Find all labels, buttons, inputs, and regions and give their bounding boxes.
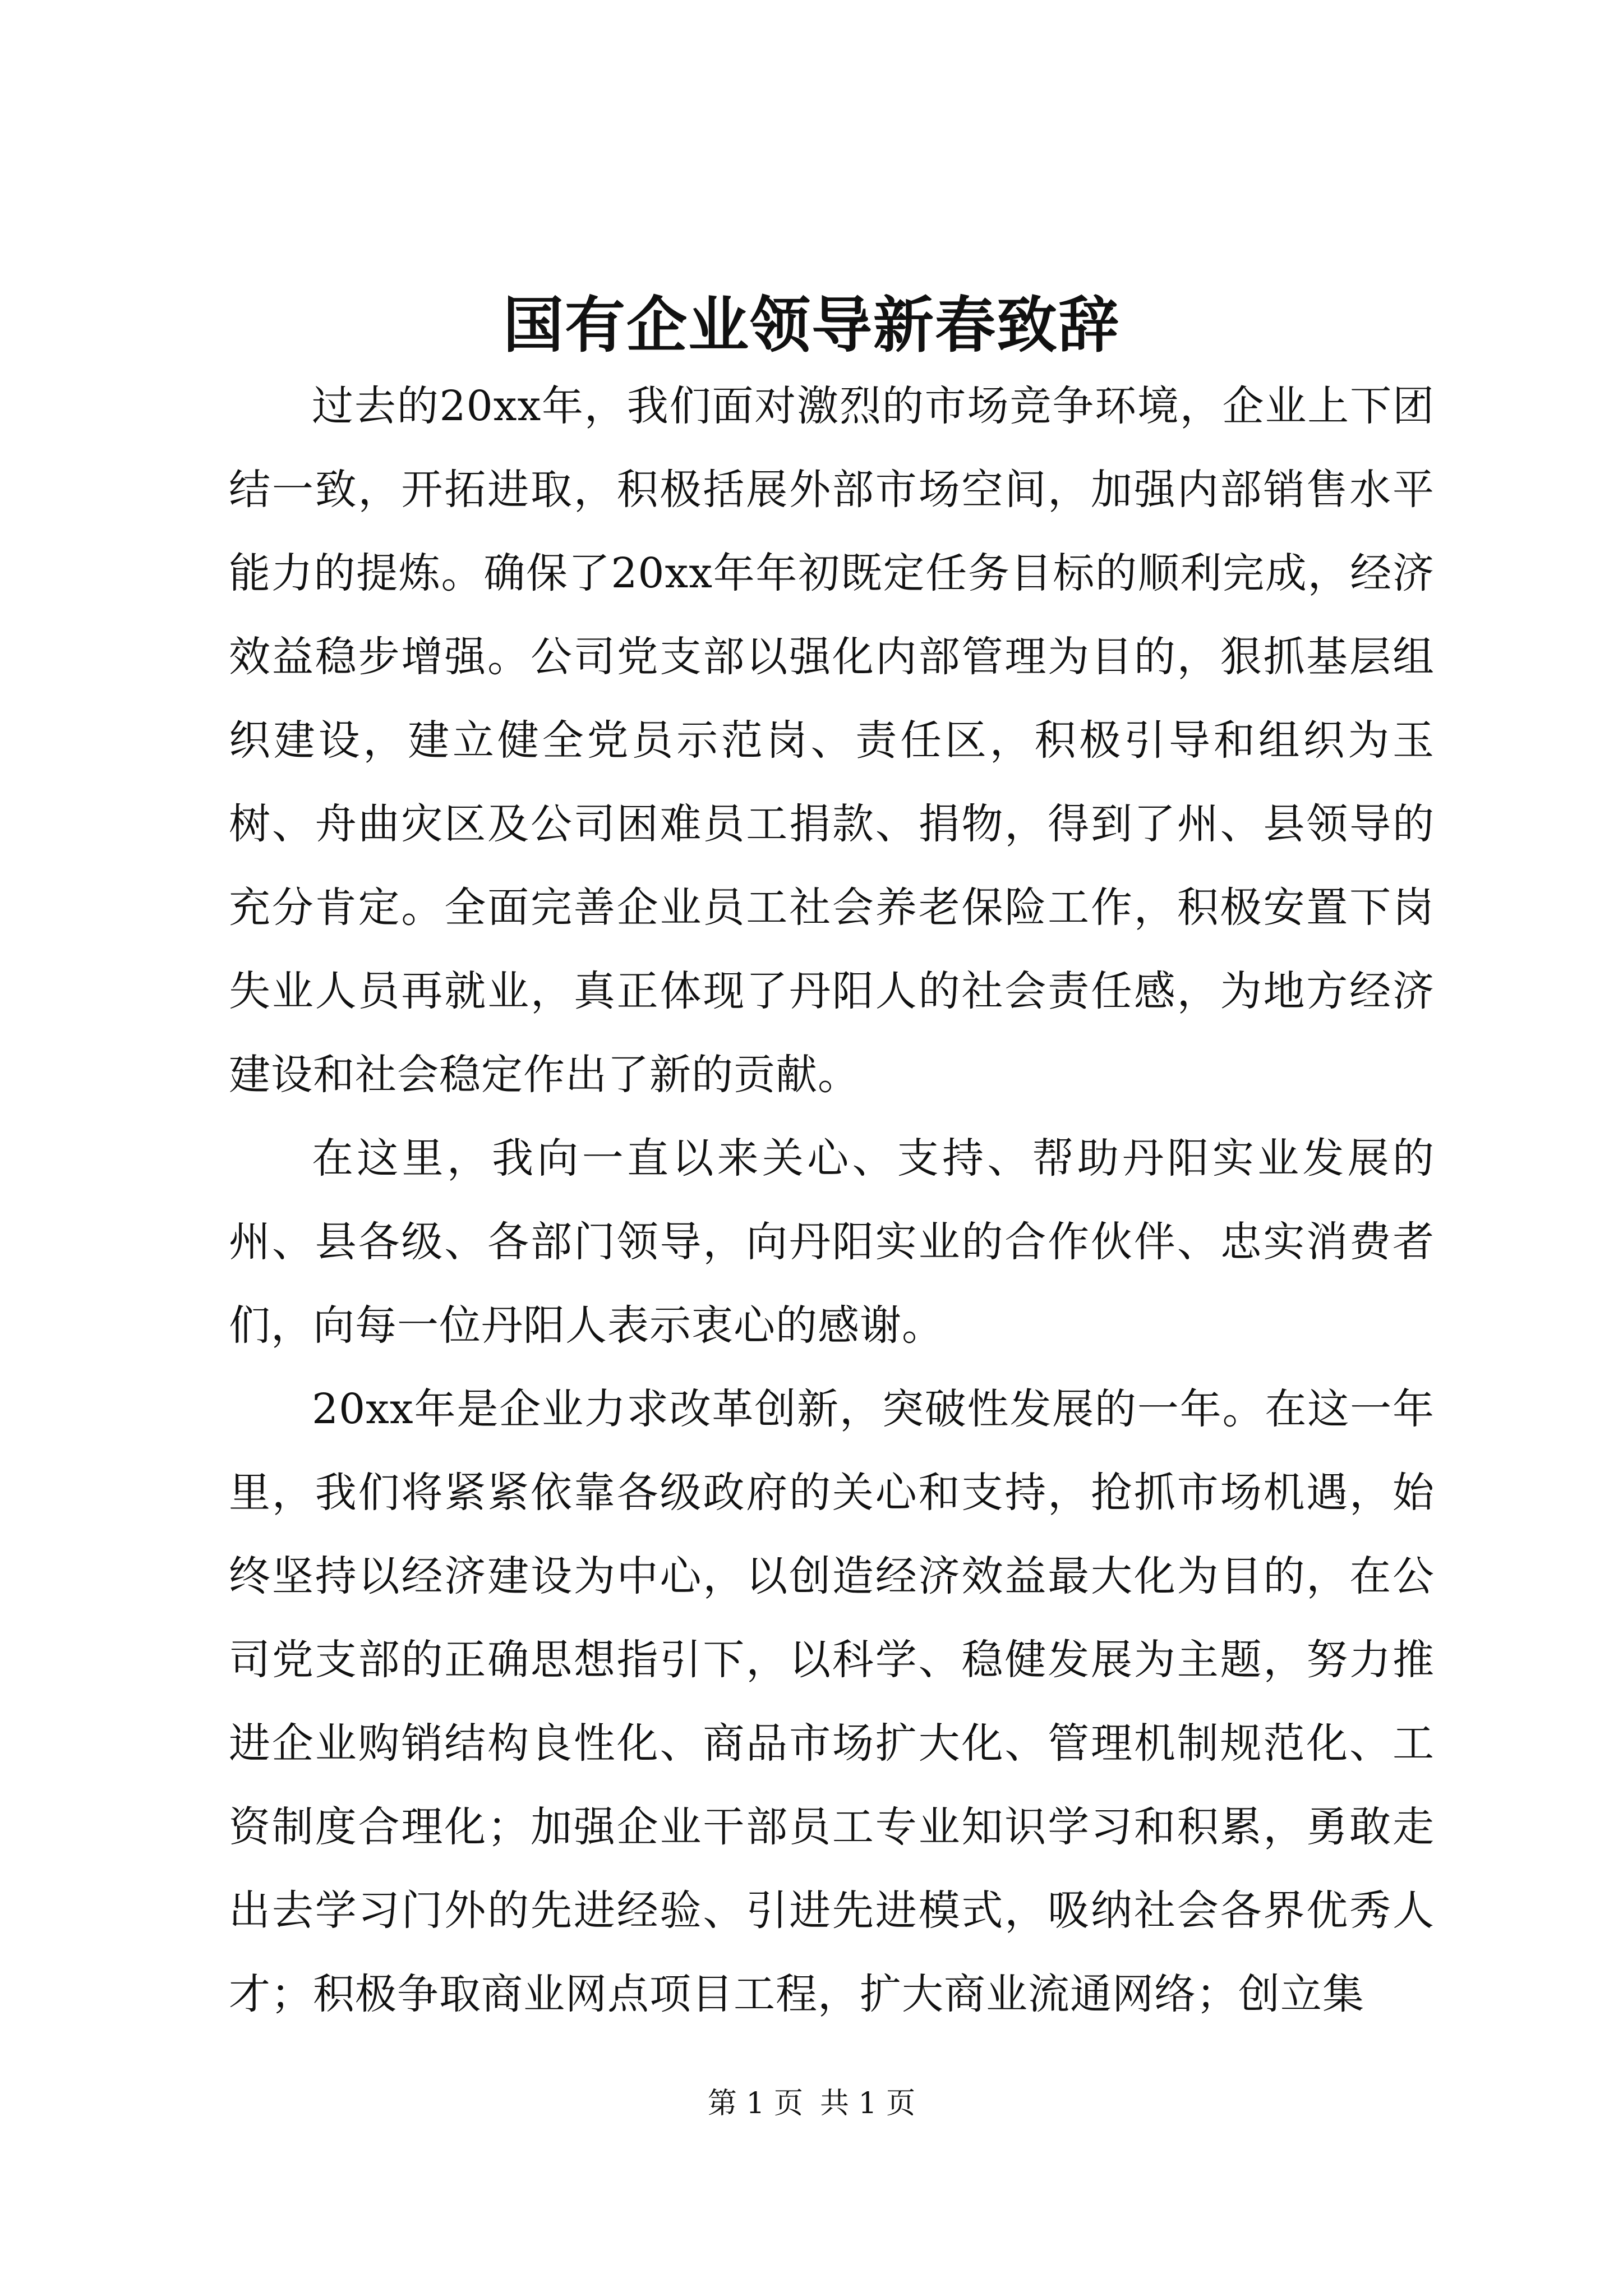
document-title: 国有企业领导新春致辞 — [502, 290, 1120, 361]
paragraph-1: 过去的20xx年，我们面对激烈的市场竞争环境，企业上下团结一致，开拓进取，积极括展外部市场空间，加强内部销售水平能力的提炼。确保了20xx年年初既定任务目标的顺利完成，经济效益稳步增强。公司党支部以强化内部管理为目的，狠抓基层组织建设，建立健全党员示范岗、责任区，积极引导和组织为玉树、舟曲灾区及公司困难员工捐款、捐物，得到了州、县领导的充分肯定。全面完善企业员工社会养老保险工作，积极安置下岗失业人员再就业，真正体现了丹阳人的社会责任感，为地方经济建设和社会稳定作出了新的贡献。 — [229, 382, 1435, 1099]
document-body — [229, 365, 1435, 2036]
page-footer — [0, 2081, 1623, 2126]
page-number: 第 1 页 — [707, 2087, 803, 2120]
paragraph-3: 20xx年是企业力求改革创新，突破性发展的一年。在这一年里，我们将紧紧依靠各级政府的关心和支持，抢抓市场机遇，始终坚持以经济建设为中心，以创造经济效益最大化为目的，在公司党支部的正确思想指引下，以科学、稳健发展为主题，努力推进企业购销结构良性化、商品市场扩大化、管理机制规范化、工资制度合理化；加强企业干部员工专业知识学习和积累，勇敢走出去学习门外的先进经验、引进先进模式，吸纳社会各界优秀人才；积极争取商业网点项目工程，扩大商业流通网络；创立集 — [229, 1385, 1435, 2018]
paragraph-2: 在这里，我向一直以来关心、支持、帮助丹阳实业发展的州、县各级、各部门领导，向丹阳实业的合作伙伴、忠实消费者们，向每一位丹阳人表示衷心的感谢。 — [229, 1134, 1435, 1350]
page-total: 共 1 页 — [820, 2087, 916, 2120]
